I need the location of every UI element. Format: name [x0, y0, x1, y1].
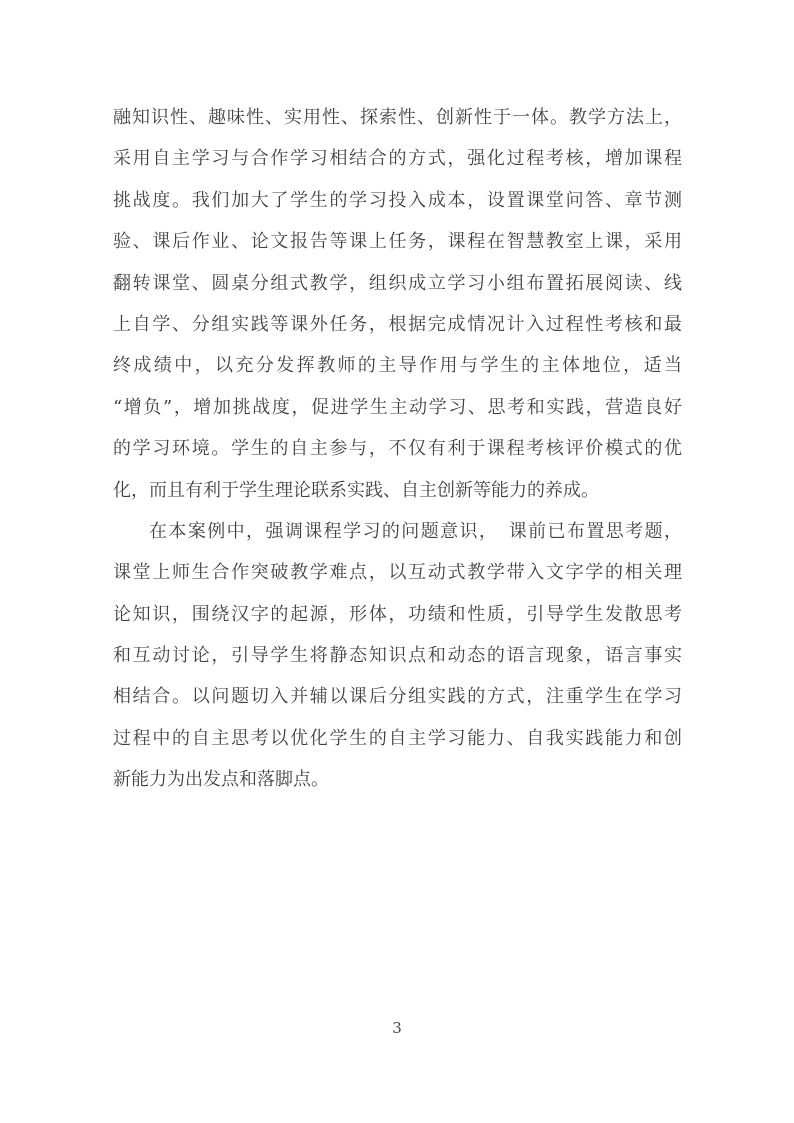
text-line: 相结合。以问题切入并辅以课后分组实践的方式，注重学生在学习 [113, 686, 682, 708]
text-line: 验、课后作业、论文报告等课上任务，课程在智慧教室上课，采用 [113, 231, 682, 253]
text-line: 论知识，围绕汉字的起源，形体，功绩和性质，引导学生发散思考 [113, 603, 682, 625]
text-line: 采用自主学习与合作学习相结合的方式，强化过程考核，增加课程 [113, 148, 682, 170]
text-line: 的学习环境。学生的自主参与，不仅有利于课程考核评价模式的优 [113, 438, 682, 460]
text-line: 课堂上师生合作突破教学难点，以互动式教学带入文字学的相关理 [113, 562, 682, 584]
text-line: 新能力为出发点和落脚点。 [113, 769, 329, 791]
page-number: 3 [392, 1019, 402, 1037]
text-line: 上自学、分组实践等课外任务，根据完成情况计入过程性考核和最 [113, 313, 682, 335]
text-line: 和互动讨论，引导学生将静态知识点和动态的语言现象，语言事实 [113, 645, 682, 667]
text-line: “增负”，增加挑战度，促进学生主动学习、思考和实践，营造良好 [113, 396, 682, 418]
text-line: 融知识性、趣味性、实用性、探索性、创新性于一体。教学方法上， [113, 107, 682, 128]
paragraph-2 [113, 511, 682, 801]
text-line: 翻转课堂、圆桌分组式教学，组织成立学习小组布置拓展阅读、线 [113, 272, 682, 294]
text-line: 终成绩中，以充分发挥教师的主导作用与学生的主体地位，适当 [113, 355, 682, 377]
text-line: 化，而且有利于学生理论联系实践、自主创新等能力的养成。 [113, 479, 599, 501]
paragraph-1 [113, 97, 682, 511]
text-line: 挑战度。我们加大了学生的学习投入成本，设置课堂问答、章节测 [113, 189, 682, 211]
document-body [113, 97, 682, 801]
text-line: 在本案例中，强调课程学习的问题意识， 课前已布置思考题， [149, 520, 682, 542]
text-line: 过程中的自主思考以优化学生的自主学习能力、自我实践能力和创 [113, 727, 682, 749]
